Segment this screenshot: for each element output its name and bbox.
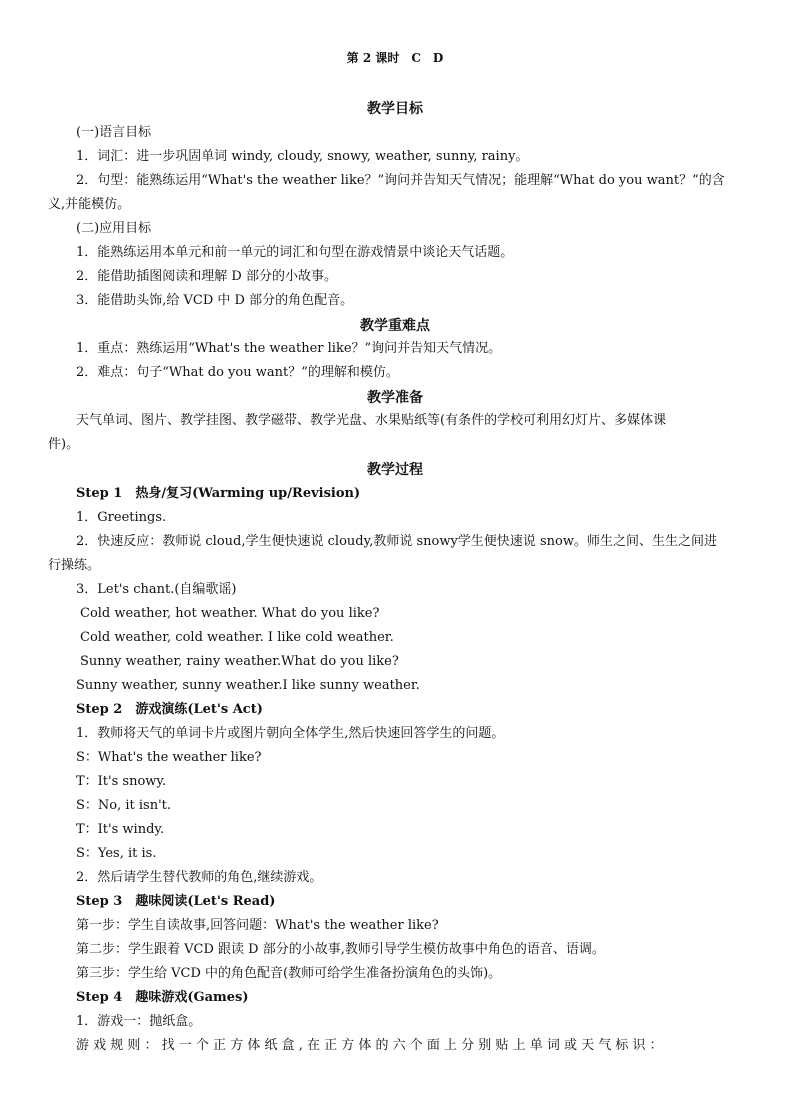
step-2-item-2: 2．然后请学生替代教师的角色,继续游戏。 [76, 870, 323, 885]
application-goal-heading: (二)应用目标 [76, 221, 152, 236]
step-1-item-2a: 2．快速反应：教师说 cloud,学生便快速说 cloudy,教师说 snowy学生便快速说 snow。师生之间、生生之间进 [76, 534, 717, 549]
application-goal-1: 1．能熟练运用本单元和前一单元的词汇和句型在游戏情景中谈论天气话题。 [76, 245, 514, 260]
step-1-item-3: 3．Let's chant.(自编歌谣) [76, 582, 237, 597]
step-4-item-1: 1．游戏一：抛纸盒。 [76, 1014, 202, 1029]
step-1-item-1: 1．Greetings. [76, 510, 167, 525]
section-title-preparation: 教学准备 [367, 390, 423, 406]
step-3-heading: Step 3 趣味阅读(Let's Read) [76, 894, 276, 909]
dialogue-line-4: T：It's windy. [76, 822, 165, 837]
application-goal-2: 2．能借助插图阅读和理解 D 部分的小故事。 [76, 269, 337, 284]
preparation-text-b: 件)。 [48, 437, 80, 452]
step-3-item-1: 第一步：学生自读故事,回答问题：What's the weather like? [76, 918, 439, 933]
step-2-item-1: 1．教师将天气的单词卡片或图片朝向全体学生,然后快速回答学生的问题。 [76, 726, 505, 741]
dialogue-line-1: S：What's the weather like? [76, 750, 262, 765]
step-4-heading: Step 4 趣味游戏(Games) [76, 990, 249, 1005]
chant-line-4: Sunny weather, sunny weather.I like sunny weather. [76, 678, 420, 693]
language-goal-1: 1．词汇：进一步巩固单词 windy, cloudy, snowy, weather, sunny, rainy。 [76, 149, 529, 164]
chant-line-3: Sunny weather, rainy weather.What do you like? [80, 654, 399, 669]
step-4-rules: 游 戏 规 则 ： 找 一 个 正 方 体 纸 盒 , 在 正 方 体 的 六 个 面 上 分 别 贴 上 单 词 或 天 气 标 识 ： [76, 1038, 663, 1053]
chant-line-2: Cold weather, cold weather. I like cold weather. [80, 630, 394, 645]
key-point-1: 1．重点：熟练运用“What's the weather like？”询问并告知天气情况。 [76, 341, 502, 356]
lesson-header: 第 2 课时 C D [346, 51, 444, 65]
dialogue-line-3: S：No, it isn't. [76, 798, 172, 813]
dialogue-line-2: T：It's snowy. [76, 774, 167, 789]
dialogue-line-5: S：Yes, it is. [76, 846, 157, 861]
step-1-heading: Step 1 热身/复习(Warming up/Revision) [76, 486, 361, 501]
step-3-item-3: 第三步：学生给 VCD 中的角色配音(教师可给学生准备扮演角色的头饰)。 [76, 966, 502, 981]
language-goal-2b: 义,并能模仿。 [48, 197, 131, 212]
key-point-2: 2．难点：句子“What do you want？”的理解和模仿。 [76, 365, 399, 380]
step-2-heading: Step 2 游戏演练(Let's Act) [76, 702, 263, 717]
section-title-key-points: 教学重难点 [360, 318, 430, 334]
language-goal-heading: (一)语言目标 [76, 125, 152, 140]
application-goal-3: 3．能借助头饰,给 VCD 中 D 部分的角色配音。 [76, 293, 354, 308]
preparation-text-a: 天气单词、图片、教学挂图、教学磁带、教学光盘、水果贴纸等(有条件的学校可利用幻灯片、多媒体课 [76, 413, 667, 428]
step-3-item-2: 第二步：学生跟着 VCD 跟读 D 部分的小故事,教师引导学生模仿故事中角色的语音、语调。 [76, 942, 605, 957]
chant-line-1: Cold weather, hot weather. What do you like? [80, 606, 380, 621]
section-title-goals: 教学目标 [367, 101, 423, 117]
step-1-item-2b: 行操练。 [48, 558, 101, 573]
language-goal-2a: 2．句型：能熟练运用“What's the weather like？”询问并告知天气情况；能理解“What do you want？”的含 [76, 173, 725, 188]
section-title-process: 教学过程 [367, 462, 423, 478]
